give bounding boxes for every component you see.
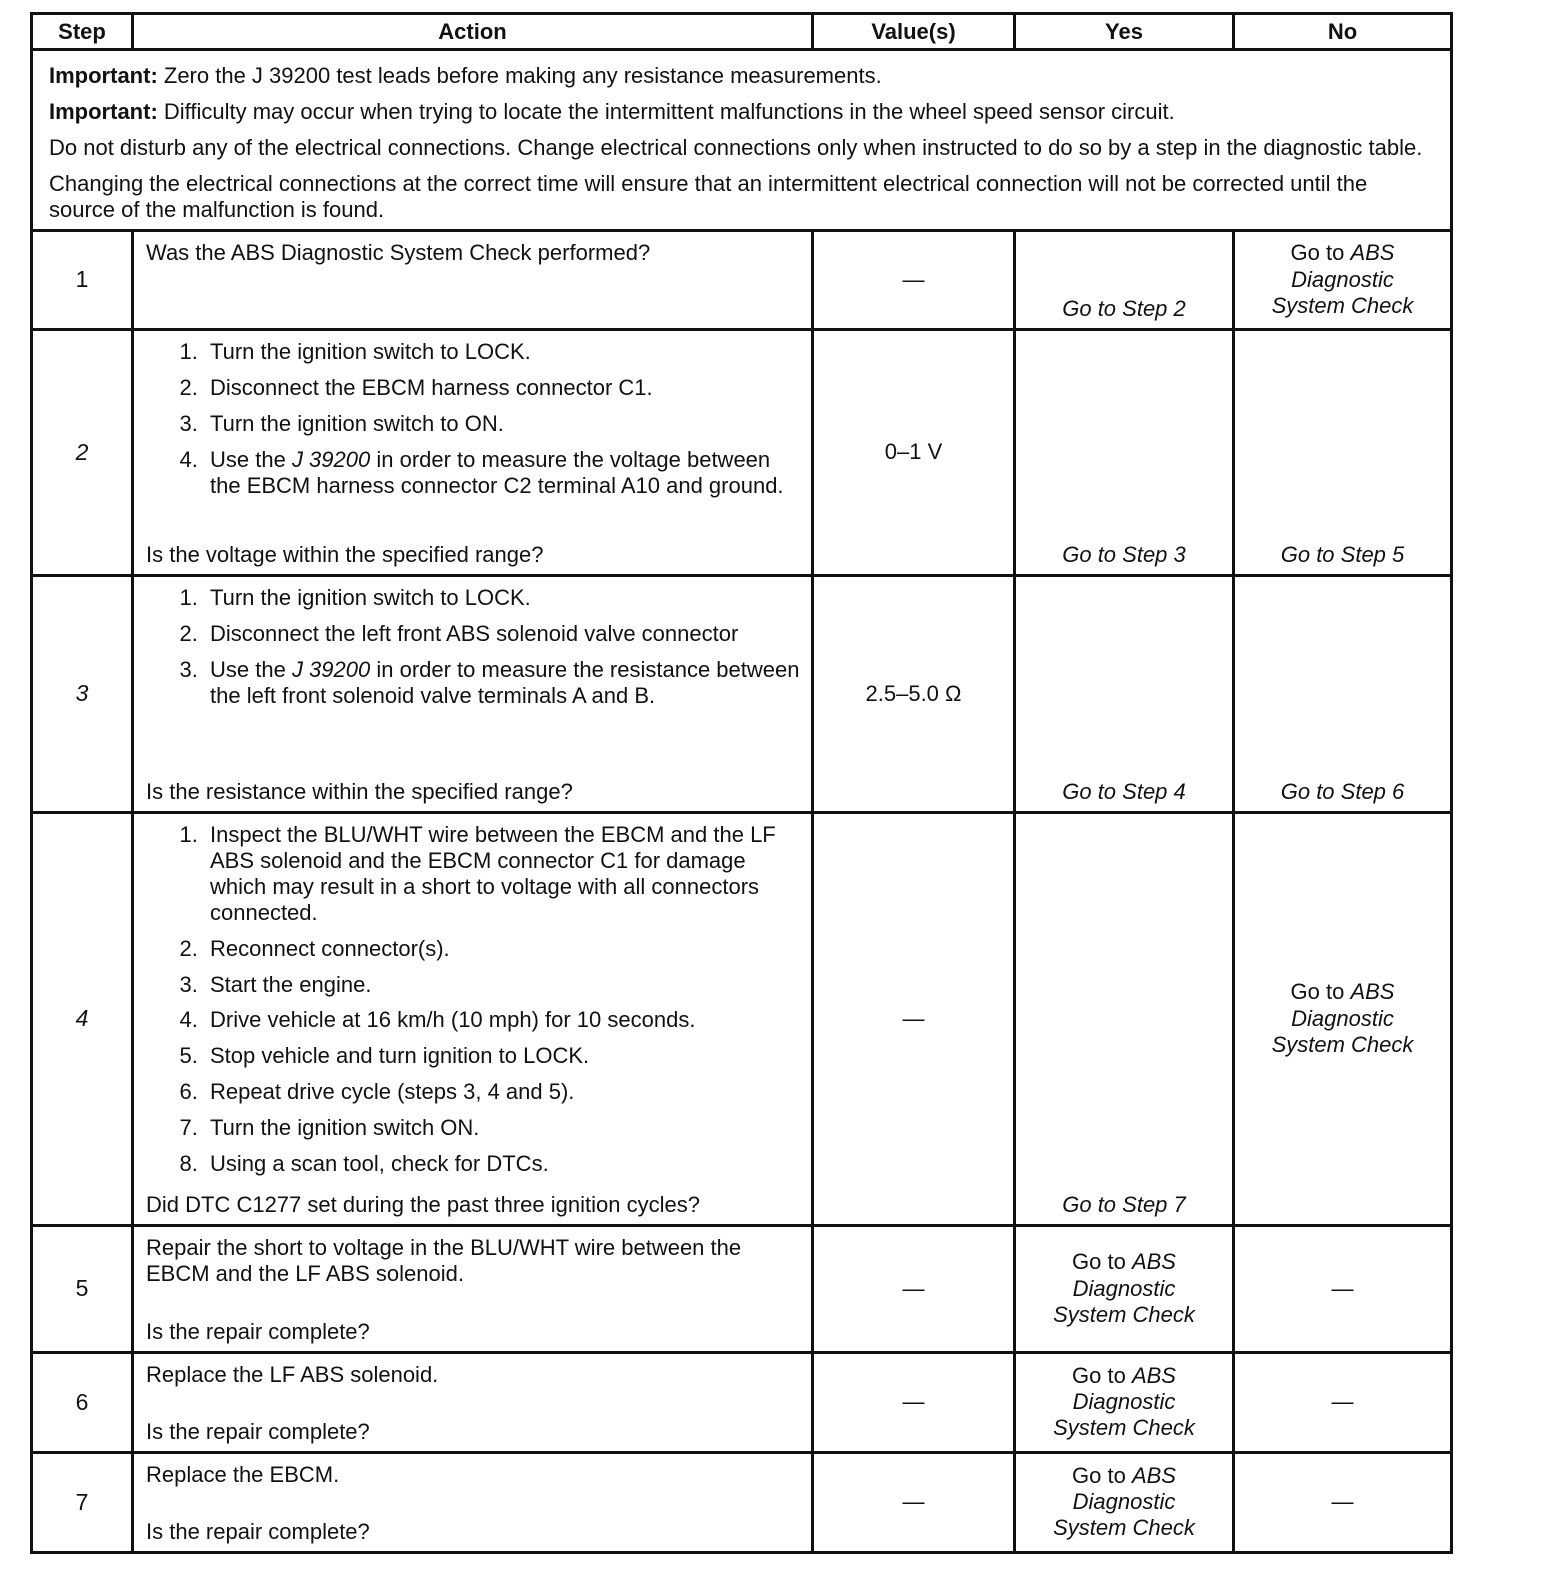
yes-action[interactable]: Go to Step 4	[1015, 575, 1234, 812]
header-values: Value(s)	[813, 14, 1015, 50]
action-content	[146, 577, 801, 811]
action-step-item: 1. Turn the ignition switch to LOCK.	[204, 585, 801, 611]
action-step-item: 1. Inspect the BLU/WHT wire between the EBCM and the LF ABS solenoid and the EBCM connector C1 for damage which may result in a short to voltage with all connectors connected.	[204, 822, 801, 926]
action-cell	[133, 1352, 813, 1452]
yes-action[interactable]: Go to Step 7	[1015, 812, 1234, 1225]
action-body	[146, 1227, 801, 1287]
yes-action	[1015, 1225, 1234, 1352]
action-step-item: 5. Stop vehicle and turn ignition to LOCK.	[204, 1043, 801, 1069]
goto-abs-link[interactable]: Go to ABS Diagnostic System Check	[1271, 979, 1414, 1057]
action-body	[146, 1454, 801, 1488]
no-action	[1234, 812, 1452, 1225]
no-action: —	[1234, 1452, 1452, 1552]
tool-reference: J 39200	[291, 656, 371, 682]
header-row	[32, 14, 1452, 50]
action-step-item: 3. Turn the ignition switch to ON.	[204, 411, 801, 437]
step-number: 2	[32, 329, 133, 575]
action-cell	[133, 812, 813, 1225]
value-cell: —	[813, 1352, 1015, 1452]
action-question: Is the resistance within the specified range?	[146, 778, 573, 804]
action-question: Is the repair complete?	[146, 1418, 370, 1444]
action-body	[146, 577, 801, 719]
action-step-item: 7. Turn the ignition switch ON.	[204, 1115, 801, 1141]
action-step-item: 4. Drive vehicle at 16 km/h (10 mph) for 10 seconds.	[204, 1007, 801, 1033]
note-label: Important:	[49, 63, 158, 88]
step-number: 3	[32, 575, 133, 812]
value-cell: —	[813, 1452, 1015, 1552]
action-body	[146, 1354, 801, 1388]
step-row-4	[32, 812, 1452, 1225]
step-row-1	[32, 230, 1452, 329]
action-cell	[133, 329, 813, 575]
action-intro: Was the ABS Diagnostic System Check performed?	[146, 239, 651, 265]
step-row-5	[32, 1225, 1452, 1352]
note-important-intermittent	[49, 99, 1436, 125]
action-content	[146, 1454, 801, 1551]
step-row-3	[32, 575, 1452, 812]
action-step-item: 8. Using a scan tool, check for DTCs.	[204, 1151, 801, 1177]
action-cell	[133, 1225, 813, 1352]
action-cell	[133, 575, 813, 812]
note-text: Do not disturb any of the electrical connections. Change electrical connections only when instructed to do so by a step in the diagnostic table.	[49, 134, 1423, 160]
yes-action	[1015, 1352, 1234, 1452]
tool-reference: J 39200	[291, 446, 371, 472]
action-question: Is the repair complete?	[146, 1318, 370, 1344]
goto-abs-link[interactable]: Go to ABS Diagnostic System Check	[1053, 1462, 1195, 1541]
diagnostic-table	[30, 12, 1453, 1554]
action-body	[146, 232, 801, 266]
action-step-item: 2. Disconnect the left front ABS solenoid valve connector	[204, 621, 801, 647]
no-action	[1234, 230, 1452, 329]
action-steps-list	[146, 339, 801, 499]
action-intro: Repair the short to voltage in the BLU/WHT wire between the EBCM and the LF ABS solenoid.	[146, 1234, 742, 1286]
action-body	[146, 331, 801, 509]
action-step-item: 6. Repeat drive cycle (steps 3, 4 and 5).	[204, 1079, 801, 1105]
yes-action[interactable]: Go to Step 2	[1015, 230, 1234, 329]
step-row-2	[32, 329, 1452, 575]
notes-cell	[32, 50, 1452, 231]
header-yes: Yes	[1015, 14, 1234, 50]
action-body	[146, 814, 801, 1187]
action-step-item: 3. Use the J 39200 in order to measure the resistance between the left front solenoid valve terminals A and B.	[204, 657, 801, 709]
goto-abs-link[interactable]: Go to ABS Diagnostic System Check	[1271, 240, 1414, 318]
action-content	[146, 232, 801, 328]
action-content	[146, 814, 801, 1224]
value-cell: 2.5–5.0 Ω	[813, 575, 1015, 812]
action-intro: Replace the LF ABS solenoid.	[146, 1361, 439, 1387]
header-step: Step	[32, 14, 133, 50]
note-text: Zero the J 39200 test leads before making any resistance measurements.	[157, 63, 882, 88]
action-step-item: 4. Use the J 39200 in order to measure the voltage between the EBCM harness connector C2 terminal A10 and ground.	[204, 447, 801, 499]
header-action: Action	[133, 14, 813, 50]
step-number: 7	[32, 1452, 133, 1552]
yes-action	[1015, 1452, 1234, 1552]
action-steps-list	[146, 585, 801, 709]
action-step-item: 1. Turn the ignition switch to LOCK.	[204, 339, 801, 365]
action-steps-list	[146, 822, 801, 1177]
value-cell: —	[813, 1225, 1015, 1352]
notes-row	[32, 50, 1452, 231]
action-content	[146, 1227, 801, 1351]
value-cell: 0–1 V	[813, 329, 1015, 575]
yes-action[interactable]: Go to Step 3	[1015, 329, 1234, 575]
action-question: Is the voltage within the specified range?	[146, 541, 544, 567]
goto-abs-link[interactable]: Go to ABS Diagnostic System Check	[1053, 1362, 1195, 1441]
action-content	[146, 331, 801, 574]
note-do-not-disturb	[49, 135, 1436, 161]
step-row-6	[32, 1352, 1452, 1452]
no-action[interactable]: Go to Step 5	[1234, 329, 1452, 575]
action-step-item: 2. Disconnect the EBCM harness connector C1.	[204, 375, 801, 401]
no-action[interactable]: Go to Step 6	[1234, 575, 1452, 812]
goto-abs-link[interactable]: Go to ABS Diagnostic System Check	[1053, 1249, 1195, 1327]
action-step-item: 2. Reconnect connector(s).	[204, 936, 801, 962]
step-number: 4	[32, 812, 133, 1225]
action-question: Is the repair complete?	[146, 1518, 370, 1544]
note-label: Important:	[49, 98, 158, 124]
action-question: Did DTC C1277 set during the past three ignition cycles?	[146, 1191, 700, 1217]
no-action: —	[1234, 1352, 1452, 1452]
action-content	[146, 1354, 801, 1451]
step-row-7	[32, 1452, 1452, 1552]
note-text: Changing the electrical connections at the correct time will ensure that an intermittent electrical connection will not be corrected until the source of the malfunction is found.	[49, 170, 1368, 222]
header-no: No	[1234, 14, 1452, 50]
step-number: 5	[32, 1225, 133, 1352]
action-cell	[133, 230, 813, 329]
value-cell: —	[813, 812, 1015, 1225]
action-cell	[133, 1452, 813, 1552]
note-text: Difficulty may occur when trying to locate the intermittent malfunctions in the wheel speed sensor circuit.	[157, 98, 1175, 124]
note-changing-connections	[49, 171, 1436, 223]
note-important-zero-leads	[49, 63, 1436, 89]
value-cell: —	[813, 230, 1015, 329]
action-intro: Replace the EBCM.	[146, 1461, 340, 1487]
action-step-item: 3. Start the engine.	[204, 972, 801, 998]
step-number: 6	[32, 1352, 133, 1452]
step-number: 1	[32, 230, 133, 329]
no-action: —	[1234, 1225, 1452, 1352]
